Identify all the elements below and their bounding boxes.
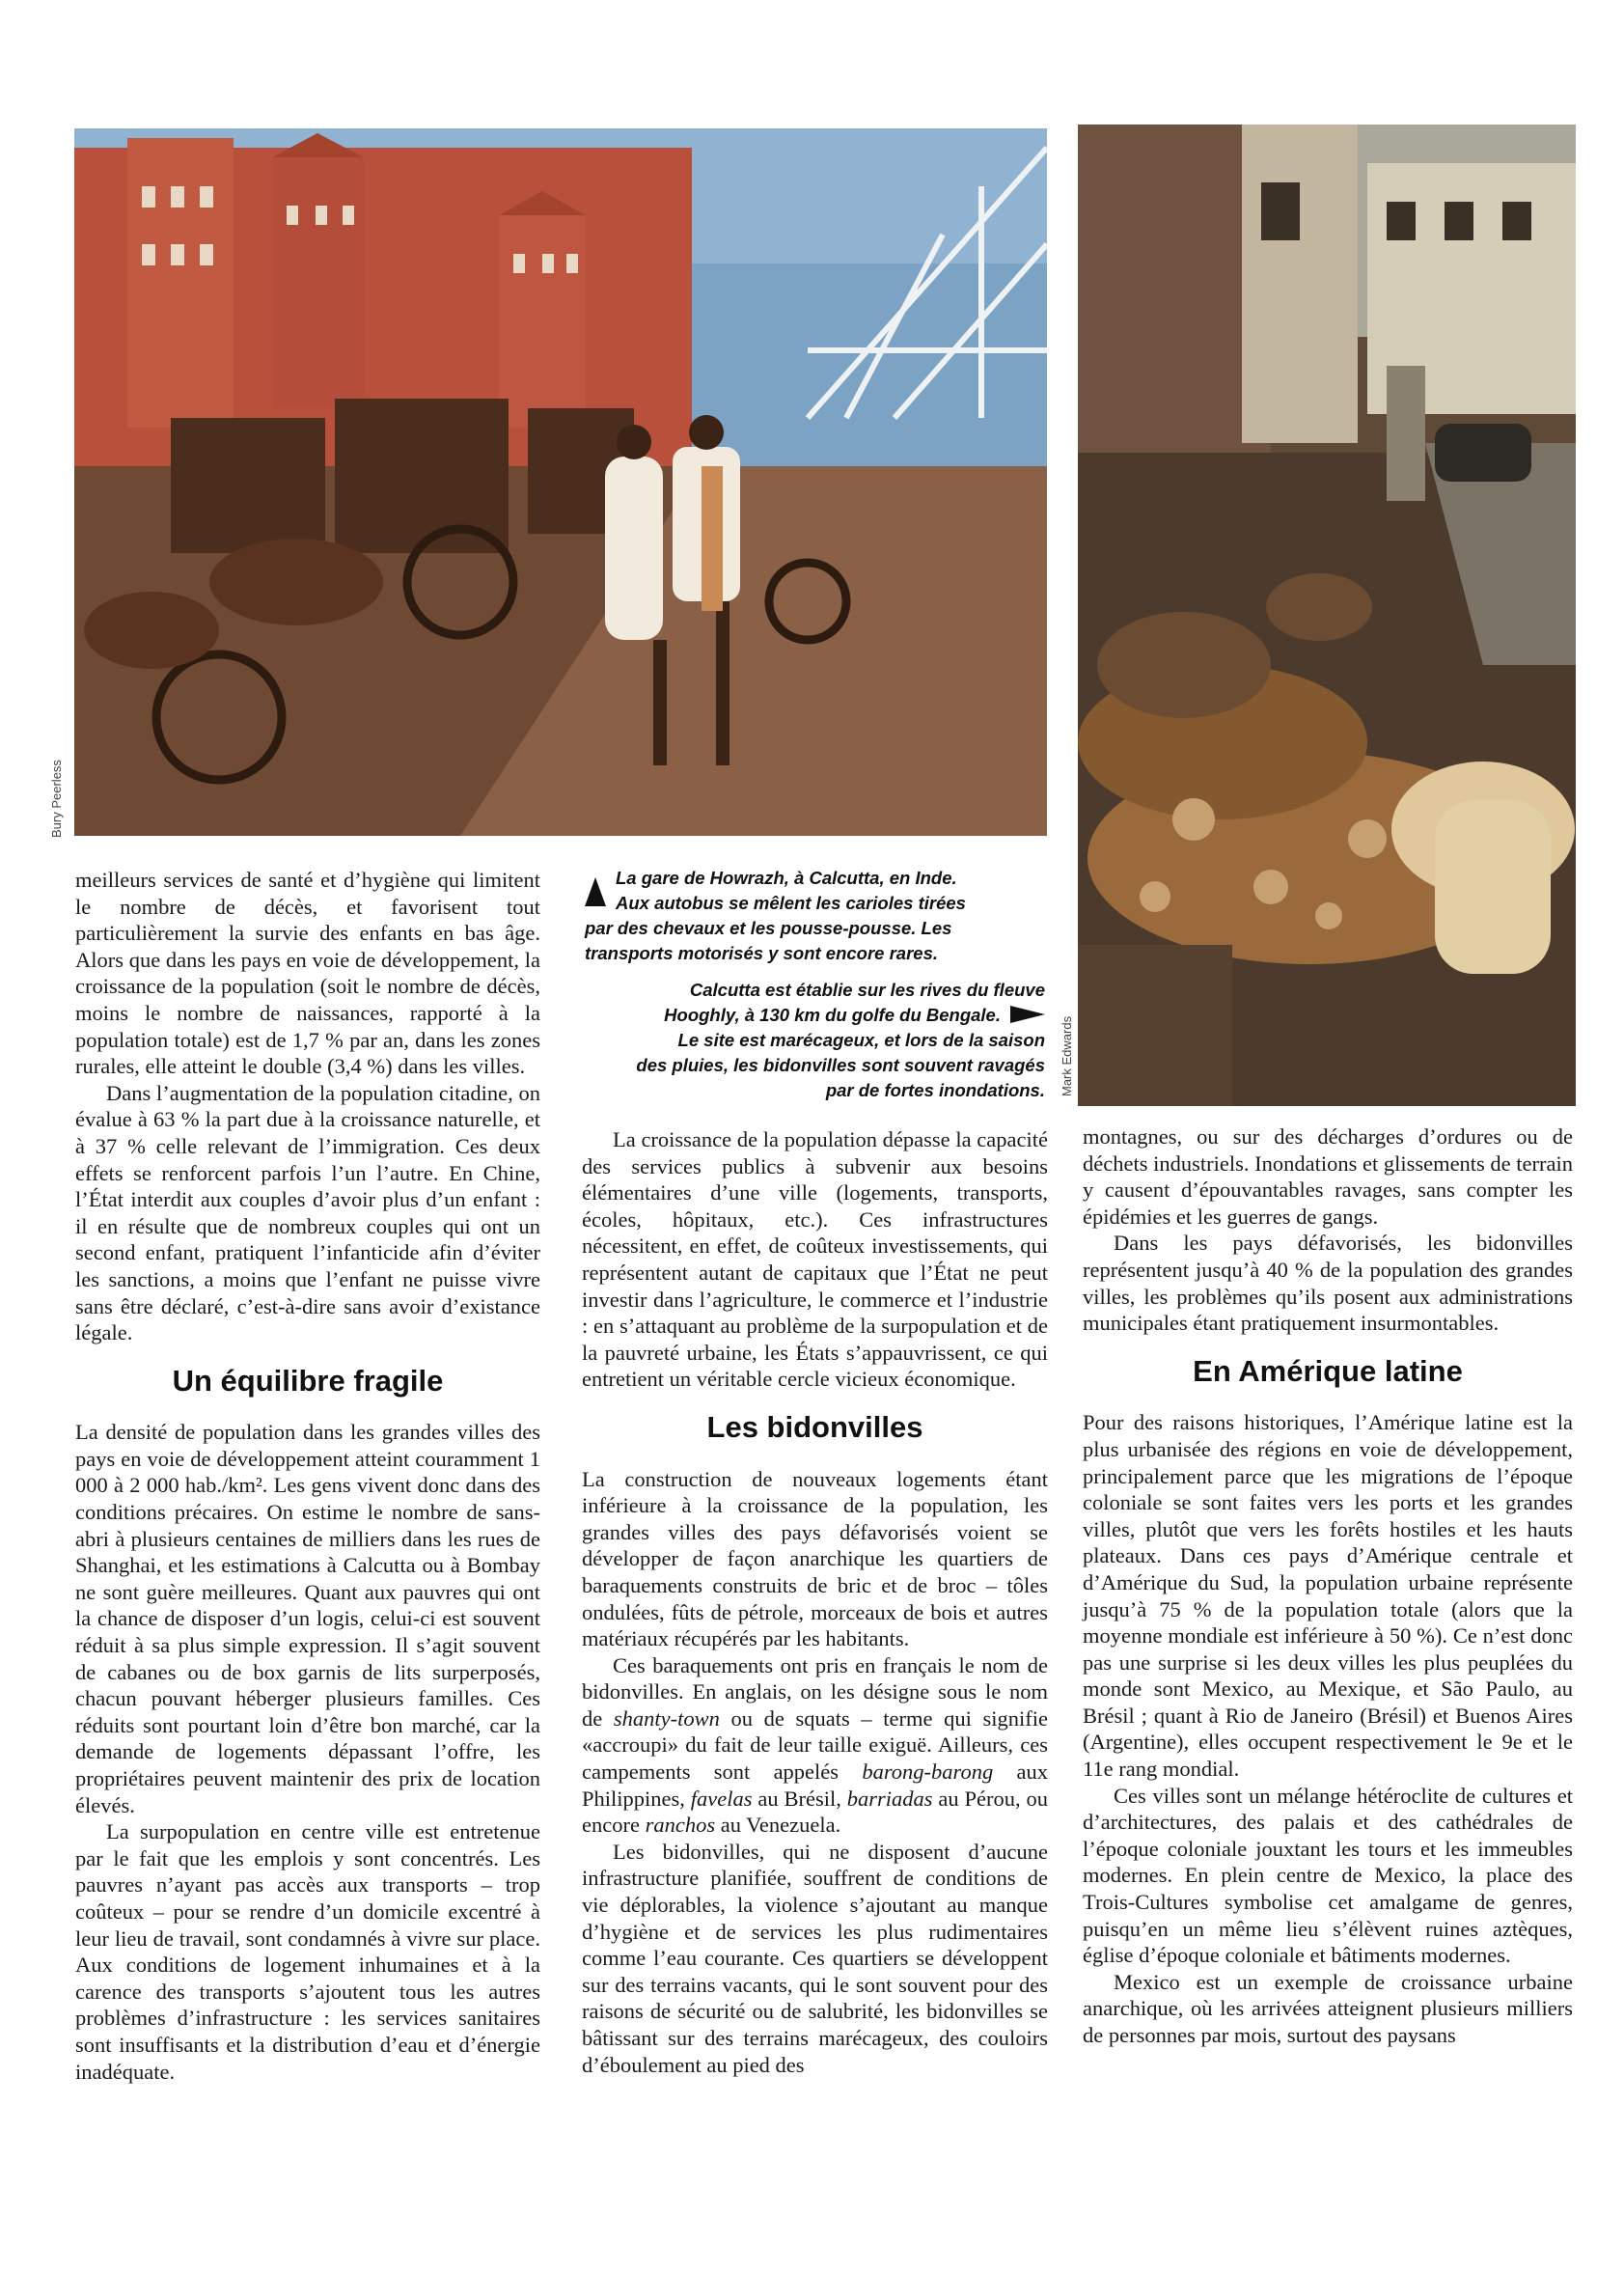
section-heading-bidonvilles: Les bidonvilles: [706, 1409, 923, 1444]
caption-line: des pluies, les bidonvilles sont souvent ravagés: [636, 1055, 1045, 1075]
photo-calcutta-slum: [1078, 125, 1576, 1106]
paragraph: meilleurs services de santé et d’hygiène qui limitent le nombre de décès, et favorisent tout particulièrement la survie des enfants en bas âge. Alors que dans les pays en voie de développement, la croissance de la population (soit le nombre de décès, moins le nombre de naissances, rapporté à la population totale) est de 1,7 % par an, dans les zones rurales, elle atteint le double (3,4 %) dans les villes.: [75, 868, 540, 1079]
photo-credit-left: Bury Peerless: [49, 760, 64, 838]
column-2: [582, 1126, 1048, 2078]
paragraph: Les bidonvilles, qui ne disposent d’aucune infrastructure planifiée, souffrent de conditions de vie déplorables, la violence s’ajoutant au manque d’hygiène et de services les plus rudimentaires comme l’eau courante. Ces quartiers se développent sur des terrains vacants, qui le sont souvent pour des raisons de sécurité ou de salubrité, les bidonvilles se bâtissant sur des terrains marécageux, des couloirs d’éboulement au pied des: [582, 1839, 1048, 2077]
caption-line: Calcutta est établie sur les rives du fleuve: [689, 980, 1045, 1000]
caption-howrah-station: [585, 866, 1038, 966]
caption-right-arrow-icon: [1010, 1006, 1045, 1023]
paragraph: Dans l’augmentation de la population citadine, on évalue à 63 % la part due à la croissance naturelle, et à 37 % celle relevant de l’immigration. Ces deux effets se renforcent parfois l’un l’autre. En Chine, l’État interdit aux couples d’avoir plus d’un enfant : il en résulte que de nombreux couples qui ont un second enfant, pratiquent l’infanticide afin d’éviter les sanctions, a moins que l’enfant ne puisse vivre sans être déclaré, c’est-à-dire sans avoir d’existance légale.: [75, 1080, 540, 1345]
caption-line: Hooghly, à 130 km du golfe du Bengale.: [664, 1005, 1001, 1025]
paragraph: La surpopulation en centre ville est entretenue par le fait que les emplois y sont concentrés. Les pauvres n’ayant pas accès aux transports – trop coûteux – pour se rendre d’un domicile excentré à leur lieu de travail, sont condamnés à vivre sur place. Aux conditions de logement inhumaines et à la carence des transports s’ajoutent tous les autres problèmes d’infrastructure : les services sanitaires sont insuffisants et la distribution d’eau et d’énergie inadéquate.: [75, 1819, 540, 2084]
caption-line: Le site est marécageux, et lors de la saison: [677, 1030, 1045, 1050]
paragraph: Pour des raisons historiques, l’Amérique latine est la plus urbanisée des régions en voie de développement, principalement parce que les migrations de l’époque coloniale se sont faites vers les ports et les grandes villes, plutôt que vers les forêts hostiles et les hauts plateaux. Dans ces pays d’Amérique centrale et d’Amérique du Sud, la population urbaine représente jusqu’à 75 % de la population totale (alors que la moyenne mondiale est inférieure à 50 %). Ce n’est donc pas une surprise si les deux villes les plus peuplées du monde sont Mexico, au Mexique, et São Paulo, au Brésil ; quant à Rio de Janeiro (Brésil) et Buenos Aires (Argentine), elles occupent respectivement le 9e et le 11e rang mondial.: [1083, 1410, 1573, 1782]
paragraph: Dans les pays défavorisés, les bidonvilles représentent jusqu’à 40 % de la population des grandes villes, les problèmes qu’ils posent aux administrations municipales étant pratiquement insurmontables.: [1083, 1231, 1573, 1336]
caption-line: Aux autobus se mêlent les carioles tirées: [616, 893, 966, 913]
paragraph: La construction de nouveaux logements étant inférieure à la croissance de la population, les grandes villes des pays défavorisés voient se développer de façon anarchique les quartiers de baraquements construits de bric et de broc – tôles ondulées, fûts de pétrole, morceaux de bois et autres matériaux récupérés par les habitants.: [582, 1466, 1048, 1651]
paragraph: Ces baraquements ont pris en français le nom de bidonvilles. En anglais, on les désigne sous le nom de shanty-town ou de squats – terme qui signifie «accroupi» du fait de leur taille exiguë. Ailleurs, ces campements sont appelés barong-barong aux Philippines, favelas au Brésil, barriadas au Pérou, ou encore ranchos au Venezuela.: [582, 1652, 1048, 1838]
caption-line: transports motorisés y sont encore rares.: [585, 943, 939, 963]
section-heading-equilibre: Un équilibre fragile: [172, 1363, 444, 1398]
paragraph: Ces villes sont un mélange hétéroclite de cultures et d’architectures, des palais et des cathédrales de l’époque coloniale jouxtant les tours et les immeubles modernes. En plein centre de Mexico, la place des Trois-Cultures symbolise cet amalgame de genres, puisqu’en un même lieu s’élèvent ruines aztèques, église d’époque coloniale et bâtiments modernes.: [1083, 1783, 1573, 1968]
paragraph: La densité de population dans les grandes villes des pays en voie de développement atteint couramment 1 000 à 2 000 hab./km². Les gens vivent donc dans des conditions précaires. On estime le nombre de sans-abri à plusieurs centaines de milliers dans les rues de Shanghai, et les estimations à Calcutta ou à Bombay ne sont guère meilleures. Quant aux pauvres qui ont la chance de disposer d’un logis, celui-ci est souvent réduit à sa plus simple expression. Il s’agit souvent de cabanes ou de box garnis de lits surperposés, chacun pouvant héberger plusieurs familles. Ces réduits sont pourtant loin d’être bon marché, car la demande de logements dépassant l’offre, les propriétaires peuvent maintenir des prix de location élevés.: [75, 1420, 540, 1817]
caption-line: par des chevaux et les pousse-pousse. Les: [585, 918, 952, 938]
paragraph: montagnes, ou sur des décharges d’ordures ou de déchets industriels. Inondations et glissements de terrain y causent d’épouvantables ravages, sans compter les épidémies et les guerres de gangs.: [1083, 1124, 1574, 1229]
column-1: [75, 867, 540, 2085]
caption-line: La gare de Howrazh, à Calcutta, en Inde.: [616, 868, 957, 888]
caption-line: par de fortes inondations.: [825, 1080, 1045, 1100]
caption-up-arrow-icon: [585, 877, 606, 906]
photo-howrah-station: [74, 128, 1047, 836]
column-3: [1083, 1123, 1573, 2049]
photo-credit-right: Mark Edwards: [1060, 1015, 1074, 1096]
section-heading-amerique-latine: En Amérique latine: [1193, 1353, 1463, 1388]
caption-calcutta-river: [584, 978, 1045, 1103]
paragraph: La croissance de la population dépasse la capacité des services publics à subvenir aux besoins élémentaires d’une ville (logements, transports, écoles, hôpitaux, etc.). Ces infrastructures nécessitent, en effet, de coûteux investissements, qui représentent autant de capitaux que l’État ne peut investir dans l’agriculture, le commerce et l’industrie : en s’attaquant au problème de la surpopulation et de la pauvreté urbaine, les États s’appauvrissent, ce qui entretient un véritable cercle vicieux économique.: [582, 1127, 1048, 1392]
paragraph: Mexico est un exemple de croissance urbaine anarchique, où les arrivées atteignent plusieurs milliers de personnes par mois, surtout des paysans: [1083, 1969, 1573, 2047]
